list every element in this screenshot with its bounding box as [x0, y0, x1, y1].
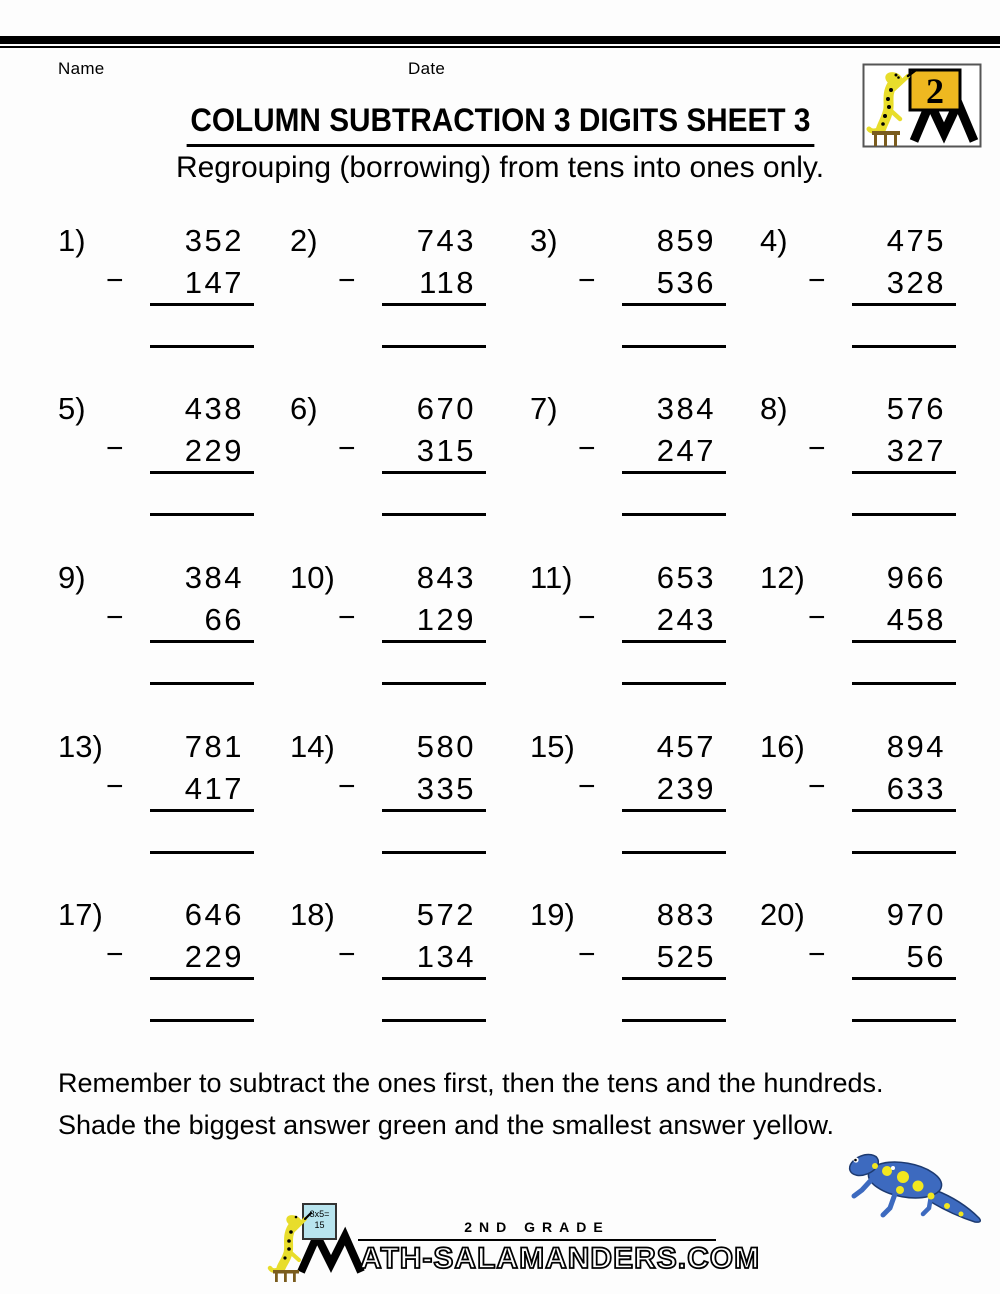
instructions-block [58, 1062, 883, 1146]
minuend: 384 [656, 391, 716, 426]
minuend: 743 [416, 223, 476, 258]
answer-line [382, 851, 486, 854]
subtraction-line [382, 303, 486, 306]
minus-sign: − [578, 432, 596, 465]
subtrahend: 229 [184, 433, 244, 468]
problem-number: 1) [58, 223, 86, 258]
subtraction-line [150, 977, 254, 980]
easel-m-icon [301, 1236, 361, 1272]
minus-sign: − [106, 264, 124, 297]
subtraction-problem [48, 729, 260, 864]
minuend: 970 [886, 897, 946, 932]
subtrahend: 327 [886, 433, 946, 468]
subtrahend: 56 [906, 939, 946, 974]
minuend: 646 [184, 897, 244, 932]
problem-number: 20) [760, 897, 805, 932]
minuend: 352 [184, 223, 244, 258]
subtraction-problem [280, 391, 492, 526]
minus-sign: − [808, 432, 826, 465]
answer-line [622, 1019, 726, 1022]
subtraction-line [382, 640, 486, 643]
instruction-line: Remember to subtract the ones first, then the tens and the hundreds. [58, 1068, 884, 1098]
minuend: 457 [656, 729, 716, 764]
minus-sign: − [338, 938, 356, 971]
page-subtitle: Regrouping (borrowing) from tens into ones only. [175, 151, 825, 184]
subtraction-problem [520, 223, 732, 358]
answer-line [622, 682, 726, 685]
problem-number: 2) [290, 223, 318, 258]
answer-line [852, 513, 956, 516]
subtraction-problem [48, 560, 260, 695]
subtrahend: 525 [656, 939, 716, 974]
minuend: 576 [886, 391, 946, 426]
minus-sign: − [808, 938, 826, 971]
minus-sign: − [106, 601, 124, 634]
subtrahend: 536 [656, 265, 716, 300]
minuend: 572 [416, 897, 476, 932]
answer-line [150, 345, 254, 348]
answer-line [150, 682, 254, 685]
board-text: 15 [314, 1220, 325, 1230]
answer-line [622, 513, 726, 516]
problem-number: 13) [58, 729, 103, 764]
subtraction-line [382, 977, 486, 980]
minuend: 384 [184, 560, 244, 595]
problem-number: 5) [58, 391, 86, 426]
subtrahend: 118 [419, 265, 476, 300]
minus-sign: − [338, 770, 356, 803]
subtrahend: 129 [416, 602, 476, 637]
subtraction-problem [750, 897, 962, 1032]
problem-number: 11) [530, 560, 573, 595]
answer-line [852, 851, 956, 854]
subtrahend: 134 [416, 939, 476, 974]
answer-line [150, 1019, 254, 1022]
problem-number: 10) [290, 560, 335, 595]
answer-line [150, 851, 254, 854]
problem-number: 16) [760, 729, 805, 764]
problem-number: 8) [760, 391, 788, 426]
footer-brand-text: ATH-SALAMANDERS.COM [360, 1242, 761, 1275]
subtraction-problem [520, 391, 732, 526]
subtraction-problem [520, 560, 732, 695]
subtraction-line [852, 977, 956, 980]
board-text: 3x5= [309, 1209, 330, 1219]
problem-number: 7) [530, 391, 558, 426]
subtraction-line [382, 809, 486, 812]
minuend: 843 [416, 560, 476, 595]
footer-logo [265, 1200, 375, 1282]
subtraction-line [150, 640, 254, 643]
subtrahend: 458 [886, 602, 946, 637]
answer-line [382, 1019, 486, 1022]
subtraction-line [622, 303, 726, 306]
answer-line [382, 345, 486, 348]
problem-number: 19) [530, 897, 575, 932]
subtraction-problem [750, 560, 962, 695]
page-title: COLUMN SUBTRACTION 3 DIGITS SHEET 3 [186, 102, 813, 147]
subtraction-line [622, 471, 726, 474]
subtraction-problem [280, 223, 492, 358]
subtraction-problem [520, 729, 732, 864]
answer-line [622, 345, 726, 348]
subtraction-problem [520, 897, 732, 1032]
date-label: Date [408, 59, 446, 78]
answer-line [382, 682, 486, 685]
answer-line [382, 513, 486, 516]
subtraction-line [622, 809, 726, 812]
minus-sign: − [578, 770, 596, 803]
minus-sign: − [338, 432, 356, 465]
subtraction-line [150, 303, 254, 306]
subtrahend: 247 [656, 433, 716, 468]
problem-number: 3) [530, 223, 558, 258]
minus-sign: − [578, 264, 596, 297]
minus-sign: − [106, 432, 124, 465]
minuend: 883 [656, 897, 716, 932]
subtrahend: 417 [184, 771, 244, 806]
subtraction-problem [750, 223, 962, 358]
problem-number: 9) [58, 560, 86, 595]
blue-salamander-icon [843, 1138, 993, 1230]
subtraction-line [150, 809, 254, 812]
subtrahend: 147 [184, 265, 244, 300]
minus-sign: − [338, 601, 356, 634]
subtrahend: 315 [416, 433, 476, 468]
answer-line [852, 682, 956, 685]
grade-number: 2 [926, 71, 944, 111]
minus-sign: − [808, 770, 826, 803]
minuend: 653 [656, 560, 716, 595]
answer-line [622, 851, 726, 854]
minuend: 580 [416, 729, 476, 764]
minus-sign: − [106, 938, 124, 971]
subtraction-problem [48, 897, 260, 1032]
subtraction-problem [750, 391, 962, 526]
minuend: 475 [886, 223, 946, 258]
footer-grade-text: 2ND GRADE [464, 1219, 610, 1235]
minus-sign: − [578, 938, 596, 971]
subtrahend: 243 [656, 602, 716, 637]
minuend: 894 [886, 729, 946, 764]
minuend: 966 [886, 560, 946, 595]
subtraction-line [852, 640, 956, 643]
problem-number: 18) [290, 897, 335, 932]
problem-number: 12) [760, 560, 805, 595]
subtrahend: 633 [886, 771, 946, 806]
minus-sign: − [578, 601, 596, 634]
subtrahend: 239 [656, 771, 716, 806]
subtraction-line [622, 640, 726, 643]
answer-line [852, 345, 956, 348]
subtraction-problem [48, 223, 260, 358]
minus-sign: − [808, 601, 826, 634]
instruction-line: Shade the biggest answer green and the smallest answer yellow. [58, 1110, 834, 1140]
minuend: 781 [184, 729, 244, 764]
subtraction-problem [280, 897, 492, 1032]
minus-sign: − [808, 264, 826, 297]
minus-sign: − [338, 264, 356, 297]
problem-number: 6) [290, 391, 318, 426]
problem-number: 14) [290, 729, 335, 764]
subtraction-line [382, 471, 486, 474]
answer-line [852, 1019, 956, 1022]
minuend: 670 [416, 391, 476, 426]
footer-divider [358, 1239, 716, 1241]
minuend: 859 [656, 223, 716, 258]
subtrahend: 328 [886, 265, 946, 300]
subtrahend: 66 [204, 602, 244, 637]
problem-number: 4) [760, 223, 788, 258]
name-label: Name [58, 59, 105, 78]
answer-line [150, 513, 254, 516]
subtraction-problem [280, 729, 492, 864]
subtraction-line [852, 809, 956, 812]
problem-number: 15) [530, 729, 575, 764]
subtrahend: 335 [416, 771, 476, 806]
subtraction-line [852, 471, 956, 474]
subtrahend: 229 [184, 939, 244, 974]
subtraction-problem [48, 391, 260, 526]
subtraction-line [622, 977, 726, 980]
subtraction-problem [280, 560, 492, 695]
subtraction-problem [750, 729, 962, 864]
subtraction-line [150, 471, 254, 474]
subtraction-line [852, 303, 956, 306]
problem-number: 17) [58, 897, 103, 932]
minuend: 438 [184, 391, 244, 426]
minus-sign: − [106, 770, 124, 803]
